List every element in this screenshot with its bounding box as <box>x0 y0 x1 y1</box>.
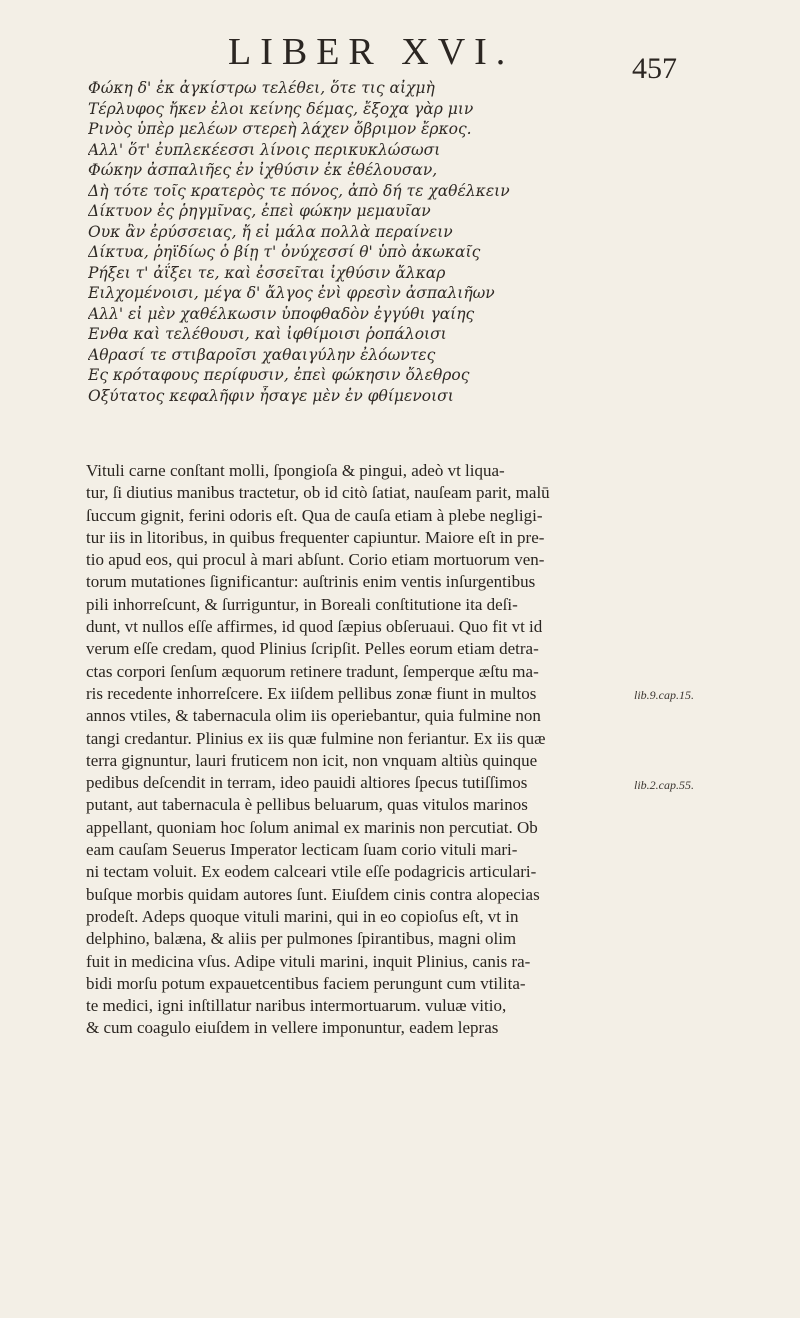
latin-prose-block <box>86 460 624 1040</box>
prose-line: fuit in medicina vſus. Adipe vituli marini, inquit Plinius, canis ra- <box>86 951 531 971</box>
greek-line: Ρήξει τ' ἀΐξει τε, καὶ ἐσσεῖται ἰχθύσιν ἄλκαρ <box>88 263 446 282</box>
prose-line: putant, aut tabernacula è pellibus beluarum, quas vitulos marinos <box>86 795 528 815</box>
greek-line: Ες κρόταφους περίφυσιν, ἐπεὶ φώκησιν ὄλεθρος <box>88 366 470 384</box>
page-number: 457 <box>632 52 677 85</box>
prose-line: Vituli carne conſtant molli, ſpongioſa & pingui, adeò vt liqua- <box>86 461 505 480</box>
greek-line: Αλλ' ὅτ' ἐυπλεκέεσσι λίνοις περικυκλώσωσι <box>88 140 441 159</box>
prose-line: buſque morbis quidam autores ſunt. Eiuſdem cinis contra alopecias <box>86 884 540 904</box>
prose-line: eam cauſam Seuerus Imperator lecticam ſuam corio vituli mari- <box>86 840 518 860</box>
greek-line: Δὴ τότε τοῖς κρατερὸς τε πόνος, ἀπὸ δή τε χαθέλκειν <box>88 181 510 200</box>
prose-line: prodeſt. Adeps quoque vituli marini, qui in eo copioſus eſt, vt in <box>86 906 519 926</box>
prose-line: torum mutationes ſignificantur: auſtrinis enim ventis inſurgentibus <box>86 572 536 592</box>
prose-line: dunt, vt nullos eſſe affirmes, id quod ſæpius obſeruaui. Quo fit vt id <box>86 617 543 637</box>
greek-line: Ουκ ἂν ἐρύσσειας, ἤ εἰ μάλα πολλὰ περαίνειν <box>88 222 453 241</box>
greek-line: Φώκην ἀσπαλιῆες ἐν ἰχθύσιν ἐκ ἐθέλουσαν, <box>88 161 438 179</box>
greek-line: Τέρλυφος ἤκεν ἐλοι κείνης δέμας, ἔξοχα γὰρ μιν <box>88 99 474 118</box>
prose-line: terra gignuntur, lauri fruticem non icit, non vnquam altiùs quinque <box>86 750 538 770</box>
greek-line: Ειλχομένοισι, μέγα δ' ἄλγος ἐνὶ φρεσὶν ἀσπαλιῆων <box>88 284 495 302</box>
prose-line: ris recedente inhorreſcere. Ex iiſdem pellibus zonæ fiunt in multos <box>86 683 537 703</box>
greek-line: Φώκη δ' ἐκ ἀγκίστρω τελέθει, ὅτε τις αἰχμὴ <box>88 79 435 97</box>
running-head: LIBER XVI. <box>228 31 515 73</box>
prose-line: bidi morſu potum expauetcentibus faciem perungunt cum vtilita- <box>86 973 526 993</box>
greek-line: Δίκτυα, ῥηϊδίως ὁ βίῃ τ' ὀνύχεσσί θ' ὑπὸ ἀκωκαῖς <box>88 243 481 261</box>
greek-line: Αθρασί τε στιβαροῖσι χαθαιγύλην ἐλόωντες <box>88 345 436 364</box>
greek-line: Ρινὸς ὑπὲρ μελέων στερεὴ λάχεν ὄβριμον ἔρκος. <box>88 120 472 138</box>
prose-line: ſuccum gignit, ferini odoris eſt. Qua de cauſa etiam à plebe negligi- <box>86 505 543 525</box>
greek-verse-block <box>88 78 628 406</box>
marginal-note: lib.9.cap.15. <box>634 688 694 702</box>
prose-line: tur iis in litoribus, in quibus frequenter capiuntur. Maiore eſt in pre- <box>86 527 545 547</box>
prose-line: te medici, igni inſtillatur naribus intermortuarum. vuluæ vitio, <box>86 996 507 1016</box>
prose-line: appellant, quoniam hoc ſolum animal ex marinis non percutiat. Ob <box>86 817 538 837</box>
prose-line: tio apud eos, qui procul à mari abſunt. Corio etiam mortuorum ven- <box>86 550 545 570</box>
prose-line: & cum coagulo eiuſdem in vellere imponuntur, eadem lepras <box>86 1018 499 1038</box>
prose-line: verum eſſe credam, quod Plinius ſcripſit. Pelles eorum etiam detra- <box>86 639 539 659</box>
marginal-note: lib.2.cap.55. <box>634 778 694 792</box>
greek-line: Αλλ' εἰ μὲν χαθέλκωσιν ὑποφθαδὸν ἐγγύθι γαίης <box>88 304 475 323</box>
prose-line: tangi credantur. Plinius ex iis quæ fulmine non feriantur. Ex iis quæ <box>86 728 546 748</box>
prose-line: delphino, balæna, & aliis per pulmones ſpirantibus, magni olim <box>86 929 517 949</box>
prose-line: annos vtiles, & tabernacula olim iis operiebantur, quia fulmine non <box>86 706 541 726</box>
greek-line: Ενθα καὶ τελέθουσι, καὶ ἰφθίμοισι ῥοπάλοισι <box>88 325 447 343</box>
prose-line: ctas corpori ſenſum æquorum retinere tradunt, ſemperque æſtu ma- <box>86 661 539 681</box>
greek-line: Οξύτατος κεφαλῆφιν ἦσαγε μὲν ἐν φθίμενοισι <box>88 386 454 405</box>
prose-line: ni tectam voluit. Ex eodem calceari vtile eſſe podagricis articulari- <box>86 862 537 882</box>
prose-line: tur, ſi diutius manibus tractetur, ob id citò ſatiat, nauſeam parit, malū <box>86 483 550 503</box>
prose-line: pedibus deſcendit in terram, ideo pauidi altiores ſpecus tutiſſimos <box>86 773 528 793</box>
prose-line: pili inhorreſcunt, & ſurriguntur, in Boreali conſtitutione ita deſi- <box>86 594 518 614</box>
greek-line: Δίκτυον ἐς ῥηγμῖνας, ἐπεὶ φώκην μεμαυῖαν <box>88 202 431 220</box>
